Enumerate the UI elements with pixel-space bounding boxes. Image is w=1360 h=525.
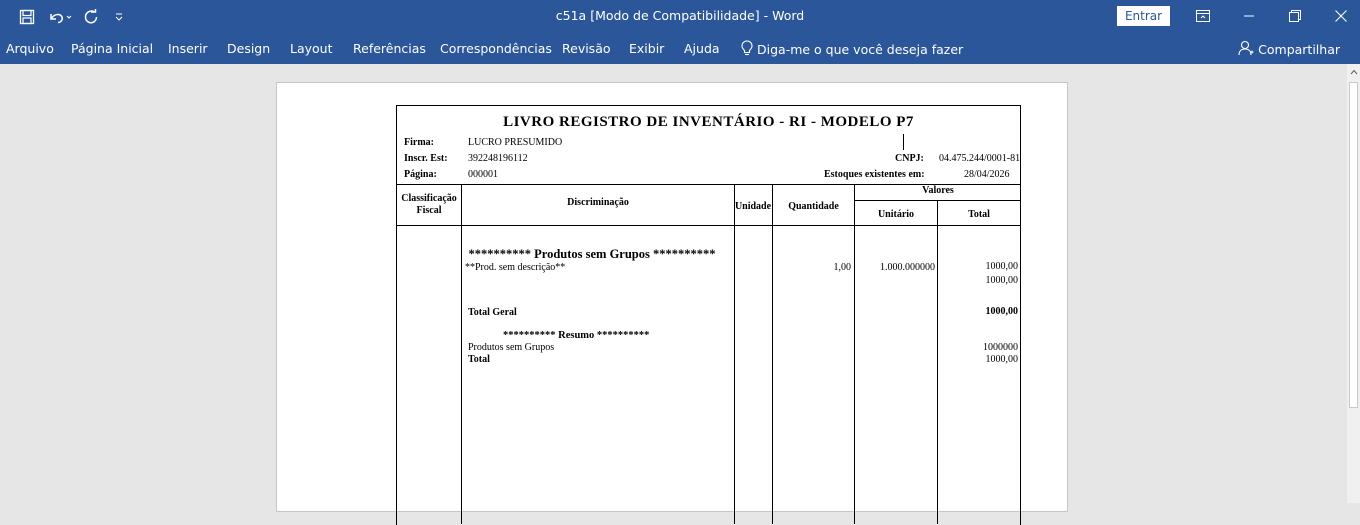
estoques-value: 28/04/2026 [964,169,1010,180]
tab-pagina-inicial[interactable]: Página Inicial [71,41,154,56]
table-border-right [1020,105,1021,525]
vertical-scrollbar[interactable] [1347,64,1360,503]
column-divider [461,184,462,524]
window-title: c51a [Modo de Compatibilidade] - Word [555,8,805,23]
header-quantidade: Quantidade [788,201,839,212]
header-classificacao: Classificação [401,193,457,204]
lightbulb-icon [741,40,753,59]
tab-ajuda[interactable]: Ajuda [684,41,720,56]
tab-correspondencias[interactable]: Correspondências [440,41,552,56]
pagina-label: Página: [404,169,437,180]
header-valores: Valores [922,185,954,196]
group-title: ********** Produtos sem Grupos ********** [468,247,716,261]
column-divider [734,184,735,524]
sign-in-button[interactable]: Entrar [1117,6,1170,26]
total-geral-label: Total Geral [468,307,517,318]
tell-me-search[interactable] [741,40,963,59]
resumo-row-label: Produtos sem Grupos [468,342,555,353]
share-button[interactable] [1238,40,1340,59]
ribbon-display-options-icon[interactable] [1180,0,1226,32]
header-fiscal: Fiscal [416,205,442,216]
tab-arquivo[interactable]: Arquivo [6,41,54,56]
header-unidade: Unidade [734,201,772,212]
resumo-title: ********** Resumo ********** [503,330,650,341]
cnpj-label: CNPJ: [895,153,924,164]
text-cursor [903,134,904,150]
resumo-total-label: Total [468,354,490,365]
scroll-thumb[interactable] [1349,82,1358,408]
firma-label: Firma: [404,137,434,148]
table-border-top [396,105,1021,106]
tell-me-label: Diga-me o que você deseja fazer [757,42,964,57]
scroll-up-arrow-icon[interactable] [1347,64,1360,80]
resumo-total-value: 1000,00 [985,354,1018,365]
header-unitario: Unitário [877,209,915,220]
item-total: 1000,00 [985,261,1018,272]
item-quantity: 1,00 [833,262,851,273]
column-divider [772,184,773,524]
title-bar [0,0,1360,33]
restore-icon[interactable] [1272,0,1318,32]
document-page[interactable] [276,82,1068,512]
share-label: Compartilhar [1258,42,1340,57]
resumo-row-value: 1000000 [983,342,1018,353]
estoques-label: Estoques existentes em: [824,169,925,180]
firma-value: LUCRO PRESUMIDO [468,137,563,148]
cnpj-value: 04.475.244/0001-81 [939,153,1021,164]
person-icon [1238,40,1254,59]
minimize-icon[interactable] [1226,0,1272,32]
inscr-value: 392248196112 [468,153,528,164]
inscr-label: Inscr. Est: [404,153,448,164]
tab-layout[interactable]: Layout [290,41,333,56]
total-geral-value: 1000,00 [985,306,1018,317]
header-bottom-line [396,225,1021,226]
close-icon[interactable] [1318,0,1360,32]
ribbon-tab-bar [0,33,1360,64]
tab-exibir[interactable]: Exibir [629,41,665,56]
tab-inserir[interactable]: Inserir [168,41,208,56]
table-border-left [396,105,397,525]
tab-referencias[interactable]: Referências [353,41,426,56]
tab-design[interactable]: Design [227,41,271,56]
tab-revisao[interactable]: Revisão [562,41,611,56]
report-title: LIVRO REGISTRO DE INVENTÁRIO - RI - MODELO P7 [503,114,914,130]
pagina-value: 000001 [468,169,498,180]
header-total: Total [968,209,990,220]
item-description: **Prod. sem descrição** [465,262,566,273]
header-discriminacao: Discriminação [567,197,629,208]
column-divider [854,184,855,524]
group-subtotal: 1000,00 [985,275,1018,286]
item-unit-value: 1.000.000000 [880,262,935,273]
